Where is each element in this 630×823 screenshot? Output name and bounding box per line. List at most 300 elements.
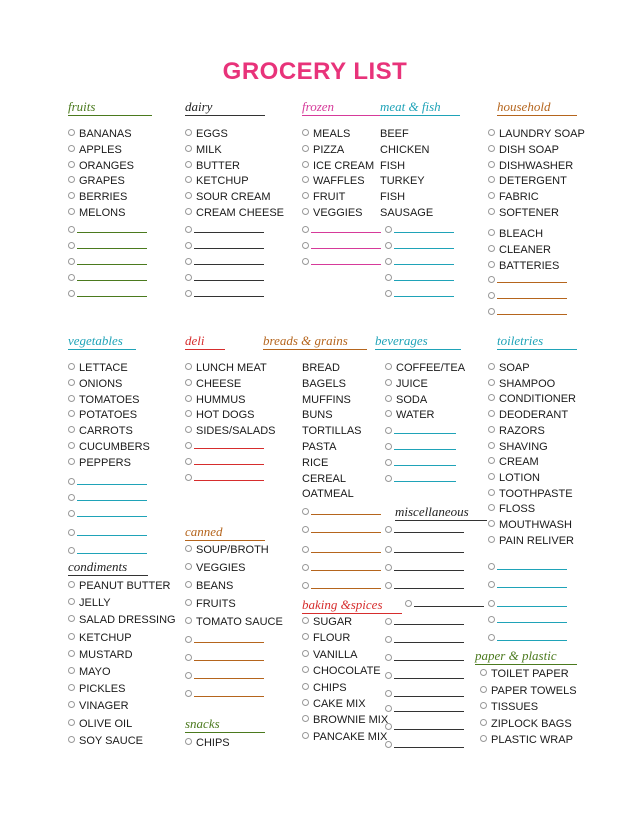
write-in-line[interactable] [497, 640, 567, 641]
list-item[interactable] [488, 519, 572, 532]
list-item[interactable] [68, 666, 111, 679]
checkbox-icon[interactable] [302, 633, 309, 640]
checkbox-icon[interactable] [68, 510, 75, 517]
list-item[interactable] [68, 378, 122, 391]
list-item[interactable] [302, 682, 347, 695]
checkbox-icon[interactable] [185, 129, 192, 136]
write-in-line[interactable] [311, 264, 381, 265]
list-item[interactable] [302, 731, 387, 744]
list-item[interactable] [68, 614, 176, 627]
checkbox-icon[interactable] [488, 245, 495, 252]
write-in-line[interactable] [311, 570, 381, 571]
list-item[interactable] [302, 191, 345, 204]
checkbox-icon[interactable] [385, 582, 392, 589]
list-item[interactable] [68, 597, 111, 610]
write-in-line[interactable] [311, 248, 381, 249]
checkbox-icon[interactable] [385, 274, 392, 281]
checkbox-icon[interactable] [302, 666, 309, 673]
checkbox-icon[interactable] [488, 161, 495, 168]
write-in-line[interactable] [394, 248, 454, 249]
write-in-line[interactable] [311, 588, 381, 589]
checkbox-icon[interactable] [488, 261, 495, 268]
checkbox-icon[interactable] [68, 274, 75, 281]
checkbox-icon[interactable] [185, 410, 192, 417]
checkbox-icon[interactable] [185, 545, 192, 552]
list-item[interactable] [488, 362, 530, 375]
checkbox-icon[interactable] [385, 690, 392, 697]
checkbox-icon[interactable] [185, 617, 192, 624]
checkbox-icon[interactable] [488, 229, 495, 236]
checkbox-icon[interactable] [488, 208, 495, 215]
list-item[interactable] [488, 503, 535, 516]
checkbox-icon[interactable] [68, 494, 75, 501]
list-item[interactable] [185, 191, 271, 204]
write-in-line[interactable] [394, 660, 464, 661]
list-item[interactable] [380, 191, 405, 204]
list-item[interactable] [488, 244, 551, 257]
checkbox-icon[interactable] [488, 379, 495, 386]
list-item[interactable] [185, 128, 228, 141]
checkbox-icon[interactable] [488, 473, 495, 480]
list-item[interactable] [302, 616, 352, 629]
list-item[interactable] [185, 144, 222, 157]
list-item[interactable] [488, 535, 574, 548]
list-item[interactable] [302, 409, 333, 422]
checkbox-icon[interactable] [302, 508, 309, 515]
checkbox-icon[interactable] [185, 636, 192, 643]
list-item[interactable] [185, 425, 275, 438]
checkbox-icon[interactable] [68, 192, 75, 199]
list-item[interactable] [185, 562, 246, 575]
write-in-line[interactable] [394, 280, 454, 281]
checkbox-icon[interactable] [488, 457, 495, 464]
checkbox-icon[interactable] [302, 161, 309, 168]
checkbox-icon[interactable] [185, 672, 192, 679]
write-in-line[interactable] [394, 642, 464, 643]
checkbox-icon[interactable] [302, 650, 309, 657]
write-in-line[interactable] [194, 248, 264, 249]
list-item[interactable] [385, 362, 465, 375]
checkbox-icon[interactable] [385, 410, 392, 417]
list-item[interactable] [488, 160, 573, 173]
write-in-line[interactable] [77, 516, 147, 517]
list-item[interactable] [480, 718, 572, 731]
checkbox-icon[interactable] [185, 738, 192, 745]
list-item[interactable] [385, 378, 428, 391]
checkbox-icon[interactable] [68, 363, 75, 370]
checkbox-icon[interactable] [488, 504, 495, 511]
list-item[interactable] [68, 441, 150, 454]
checkbox-icon[interactable] [480, 686, 487, 693]
checkbox-icon[interactable] [488, 426, 495, 433]
write-in-line[interactable] [497, 606, 567, 607]
list-item[interactable] [68, 700, 129, 713]
checkbox-icon[interactable] [185, 242, 192, 249]
list-item[interactable] [480, 701, 538, 714]
write-in-line[interactable] [311, 232, 381, 233]
checkbox-icon[interactable] [185, 581, 192, 588]
list-item[interactable] [302, 649, 357, 662]
list-item[interactable] [488, 425, 545, 438]
list-item[interactable] [488, 128, 585, 141]
checkbox-icon[interactable] [302, 145, 309, 152]
checkbox-icon[interactable] [385, 443, 392, 450]
list-item[interactable] [380, 144, 430, 157]
list-item[interactable] [302, 175, 365, 188]
list-item[interactable] [68, 128, 132, 141]
checkbox-icon[interactable] [185, 426, 192, 433]
checkbox-icon[interactable] [302, 226, 309, 233]
checkbox-icon[interactable] [185, 599, 192, 606]
write-in-line[interactable] [394, 624, 464, 625]
checkbox-icon[interactable] [68, 379, 75, 386]
checkbox-icon[interactable] [385, 226, 392, 233]
list-item[interactable] [302, 160, 374, 173]
checkbox-icon[interactable] [68, 701, 75, 708]
checkbox-icon[interactable] [302, 582, 309, 589]
checkbox-icon[interactable] [68, 719, 75, 726]
write-in-line[interactable] [394, 532, 464, 533]
checkbox-icon[interactable] [185, 395, 192, 402]
checkbox-icon[interactable] [68, 736, 75, 743]
checkbox-icon[interactable] [488, 308, 495, 315]
write-in-line[interactable] [414, 606, 484, 607]
checkbox-icon[interactable] [385, 427, 392, 434]
list-item[interactable] [385, 409, 435, 422]
list-item[interactable] [302, 425, 362, 438]
write-in-line[interactable] [394, 678, 464, 679]
list-item[interactable] [385, 394, 427, 407]
checkbox-icon[interactable] [385, 395, 392, 402]
write-in-line[interactable] [194, 678, 264, 679]
checkbox-icon[interactable] [185, 458, 192, 465]
checkbox-icon[interactable] [68, 145, 75, 152]
write-in-line[interactable] [194, 660, 264, 661]
write-in-line[interactable] [394, 296, 454, 297]
list-item[interactable] [185, 175, 249, 188]
checkbox-icon[interactable] [68, 161, 75, 168]
list-item[interactable] [68, 160, 134, 173]
checkbox-icon[interactable] [302, 526, 309, 533]
checkbox-icon[interactable] [405, 600, 412, 607]
list-item[interactable] [488, 472, 540, 485]
checkbox-icon[interactable] [68, 684, 75, 691]
checkbox-icon[interactable] [302, 208, 309, 215]
checkbox-icon[interactable] [302, 715, 309, 722]
checkbox-icon[interactable] [488, 129, 495, 136]
write-in-line[interactable] [394, 570, 464, 571]
list-item[interactable] [488, 260, 559, 273]
checkbox-icon[interactable] [302, 683, 309, 690]
list-item[interactable] [488, 456, 539, 469]
list-item[interactable] [68, 207, 125, 220]
checkbox-icon[interactable] [185, 176, 192, 183]
list-item[interactable] [488, 228, 543, 241]
write-in-line[interactable] [77, 296, 147, 297]
write-in-line[interactable] [497, 569, 567, 570]
list-item[interactable] [68, 457, 131, 470]
list-item[interactable] [68, 144, 122, 157]
checkbox-icon[interactable] [302, 192, 309, 199]
write-in-line[interactable] [194, 232, 264, 233]
checkbox-icon[interactable] [185, 192, 192, 199]
list-item[interactable] [68, 632, 132, 645]
write-in-line[interactable] [77, 264, 147, 265]
checkbox-icon[interactable] [302, 617, 309, 624]
list-item[interactable] [68, 425, 133, 438]
write-in-line[interactable] [311, 514, 381, 515]
checkbox-icon[interactable] [68, 458, 75, 465]
list-item[interactable] [185, 409, 254, 422]
list-item[interactable] [488, 207, 559, 220]
write-in-line[interactable] [497, 587, 567, 588]
checkbox-icon[interactable] [302, 176, 309, 183]
list-item[interactable] [68, 649, 133, 662]
checkbox-icon[interactable] [185, 274, 192, 281]
checkbox-icon[interactable] [68, 529, 75, 536]
checkbox-icon[interactable] [68, 290, 75, 297]
write-in-line[interactable] [77, 484, 147, 485]
checkbox-icon[interactable] [68, 258, 75, 265]
list-item[interactable] [302, 378, 346, 391]
list-item[interactable] [185, 207, 284, 220]
write-in-line[interactable] [194, 296, 264, 297]
write-in-line[interactable] [194, 480, 264, 481]
list-item[interactable] [488, 191, 539, 204]
checkbox-icon[interactable] [68, 208, 75, 215]
checkbox-icon[interactable] [488, 292, 495, 299]
list-item[interactable] [185, 362, 267, 375]
checkbox-icon[interactable] [302, 546, 309, 553]
write-in-line[interactable] [394, 449, 456, 450]
checkbox-icon[interactable] [488, 276, 495, 283]
checkbox-icon[interactable] [302, 732, 309, 739]
write-in-line[interactable] [77, 553, 147, 554]
list-item[interactable] [68, 683, 125, 696]
checkbox-icon[interactable] [385, 654, 392, 661]
checkbox-icon[interactable] [68, 650, 75, 657]
checkbox-icon[interactable] [302, 699, 309, 706]
checkbox-icon[interactable] [488, 394, 495, 401]
checkbox-icon[interactable] [68, 633, 75, 640]
write-in-line[interactable] [194, 464, 264, 465]
checkbox-icon[interactable] [68, 598, 75, 605]
list-item[interactable] [302, 632, 350, 645]
list-item[interactable] [380, 207, 433, 220]
checkbox-icon[interactable] [68, 547, 75, 554]
checkbox-icon[interactable] [488, 520, 495, 527]
write-in-line[interactable] [394, 696, 464, 697]
checkbox-icon[interactable] [385, 379, 392, 386]
list-item[interactable] [68, 718, 132, 731]
checkbox-icon[interactable] [488, 489, 495, 496]
list-item[interactable] [380, 128, 409, 141]
write-in-line[interactable] [194, 642, 264, 643]
checkbox-icon[interactable] [185, 690, 192, 697]
list-item[interactable] [488, 378, 555, 391]
write-in-line[interactable] [311, 552, 381, 553]
checkbox-icon[interactable] [68, 426, 75, 433]
list-item[interactable] [185, 394, 246, 407]
write-in-line[interactable] [497, 314, 567, 315]
write-in-line[interactable] [497, 622, 567, 623]
checkbox-icon[interactable] [385, 290, 392, 297]
checkbox-icon[interactable] [68, 395, 75, 402]
list-item[interactable] [488, 409, 568, 422]
checkbox-icon[interactable] [68, 410, 75, 417]
write-in-line[interactable] [394, 747, 464, 748]
list-item[interactable] [68, 409, 137, 422]
write-in-line[interactable] [394, 588, 464, 589]
list-item[interactable] [302, 128, 350, 141]
write-in-line[interactable] [497, 298, 567, 299]
write-in-line[interactable] [311, 532, 381, 533]
list-item[interactable] [185, 544, 269, 557]
list-item[interactable] [480, 668, 569, 681]
checkbox-icon[interactable] [185, 145, 192, 152]
checkbox-icon[interactable] [488, 410, 495, 417]
list-item[interactable] [302, 207, 363, 220]
checkbox-icon[interactable] [302, 129, 309, 136]
checkbox-icon[interactable] [488, 536, 495, 543]
checkbox-icon[interactable] [302, 242, 309, 249]
write-in-line[interactable] [394, 433, 456, 434]
checkbox-icon[interactable] [488, 616, 495, 623]
checkbox-icon[interactable] [185, 258, 192, 265]
list-item[interactable] [380, 175, 425, 188]
write-in-line[interactable] [194, 448, 264, 449]
list-item[interactable] [185, 598, 236, 611]
checkbox-icon[interactable] [68, 129, 75, 136]
checkbox-icon[interactable] [480, 669, 487, 676]
list-item[interactable] [302, 714, 388, 727]
checkbox-icon[interactable] [488, 192, 495, 199]
list-item[interactable] [302, 473, 346, 486]
checkbox-icon[interactable] [488, 600, 495, 607]
list-item[interactable] [488, 175, 567, 188]
list-item[interactable] [68, 580, 170, 593]
checkbox-icon[interactable] [68, 176, 75, 183]
list-item[interactable] [68, 191, 127, 204]
list-item[interactable] [302, 457, 328, 470]
checkbox-icon[interactable] [385, 546, 392, 553]
checkbox-icon[interactable] [68, 615, 75, 622]
checkbox-icon[interactable] [185, 442, 192, 449]
list-item[interactable] [480, 734, 573, 747]
list-item[interactable] [302, 441, 336, 454]
list-item[interactable] [488, 393, 576, 406]
checkbox-icon[interactable] [385, 672, 392, 679]
checkbox-icon[interactable] [68, 442, 75, 449]
checkbox-icon[interactable] [488, 145, 495, 152]
list-item[interactable] [488, 441, 548, 454]
checkbox-icon[interactable] [68, 226, 75, 233]
checkbox-icon[interactable] [480, 735, 487, 742]
write-in-line[interactable] [194, 696, 264, 697]
checkbox-icon[interactable] [488, 442, 495, 449]
list-item[interactable] [68, 175, 125, 188]
checkbox-icon[interactable] [385, 242, 392, 249]
checkbox-icon[interactable] [185, 208, 192, 215]
checkbox-icon[interactable] [185, 161, 192, 168]
list-item[interactable] [302, 394, 351, 407]
checkbox-icon[interactable] [185, 226, 192, 233]
checkbox-icon[interactable] [385, 618, 392, 625]
write-in-line[interactable] [394, 232, 454, 233]
checkbox-icon[interactable] [480, 719, 487, 726]
checkbox-icon[interactable] [385, 564, 392, 571]
list-item[interactable] [185, 737, 230, 750]
list-item[interactable] [185, 160, 240, 173]
checkbox-icon[interactable] [185, 563, 192, 570]
checkbox-icon[interactable] [302, 258, 309, 265]
list-item[interactable] [302, 488, 354, 501]
write-in-line[interactable] [77, 232, 147, 233]
write-in-line[interactable] [194, 280, 264, 281]
list-item[interactable] [302, 665, 381, 678]
checkbox-icon[interactable] [480, 702, 487, 709]
write-in-line[interactable] [194, 264, 264, 265]
list-item[interactable] [302, 698, 366, 711]
checkbox-icon[interactable] [488, 176, 495, 183]
write-in-line[interactable] [394, 552, 464, 553]
list-item[interactable] [68, 362, 128, 375]
checkbox-icon[interactable] [185, 363, 192, 370]
checkbox-icon[interactable] [488, 581, 495, 588]
checkbox-icon[interactable] [385, 459, 392, 466]
write-in-line[interactable] [394, 465, 456, 466]
write-in-line[interactable] [394, 481, 456, 482]
write-in-line[interactable] [394, 729, 464, 730]
checkbox-icon[interactable] [185, 474, 192, 481]
list-item[interactable] [488, 144, 559, 157]
checkbox-icon[interactable] [385, 363, 392, 370]
write-in-line[interactable] [77, 535, 147, 536]
checkbox-icon[interactable] [68, 242, 75, 249]
list-item[interactable] [185, 616, 283, 629]
list-item[interactable] [302, 362, 340, 375]
checkbox-icon[interactable] [488, 634, 495, 641]
write-in-line[interactable] [77, 248, 147, 249]
write-in-line[interactable] [394, 711, 464, 712]
checkbox-icon[interactable] [68, 581, 75, 588]
list-item[interactable] [68, 394, 140, 407]
list-item[interactable] [68, 735, 143, 748]
write-in-line[interactable] [394, 264, 454, 265]
checkbox-icon[interactable] [185, 379, 192, 386]
checkbox-icon[interactable] [385, 526, 392, 533]
write-in-line[interactable] [77, 280, 147, 281]
list-item[interactable] [488, 488, 573, 501]
list-item[interactable] [302, 144, 344, 157]
checkbox-icon[interactable] [68, 478, 75, 485]
checkbox-icon[interactable] [385, 705, 392, 712]
checkbox-icon[interactable] [385, 636, 392, 643]
checkbox-icon[interactable] [488, 363, 495, 370]
list-item[interactable] [480, 685, 577, 698]
write-in-line[interactable] [497, 282, 567, 283]
checkbox-icon[interactable] [385, 258, 392, 265]
checkbox-icon[interactable] [488, 563, 495, 570]
checkbox-icon[interactable] [302, 564, 309, 571]
checkbox-icon[interactable] [185, 290, 192, 297]
checkbox-icon[interactable] [385, 475, 392, 482]
list-item[interactable] [185, 580, 233, 593]
checkbox-icon[interactable] [68, 667, 75, 674]
write-in-line[interactable] [77, 500, 147, 501]
checkbox-icon[interactable] [185, 654, 192, 661]
list-item[interactable] [380, 160, 405, 173]
